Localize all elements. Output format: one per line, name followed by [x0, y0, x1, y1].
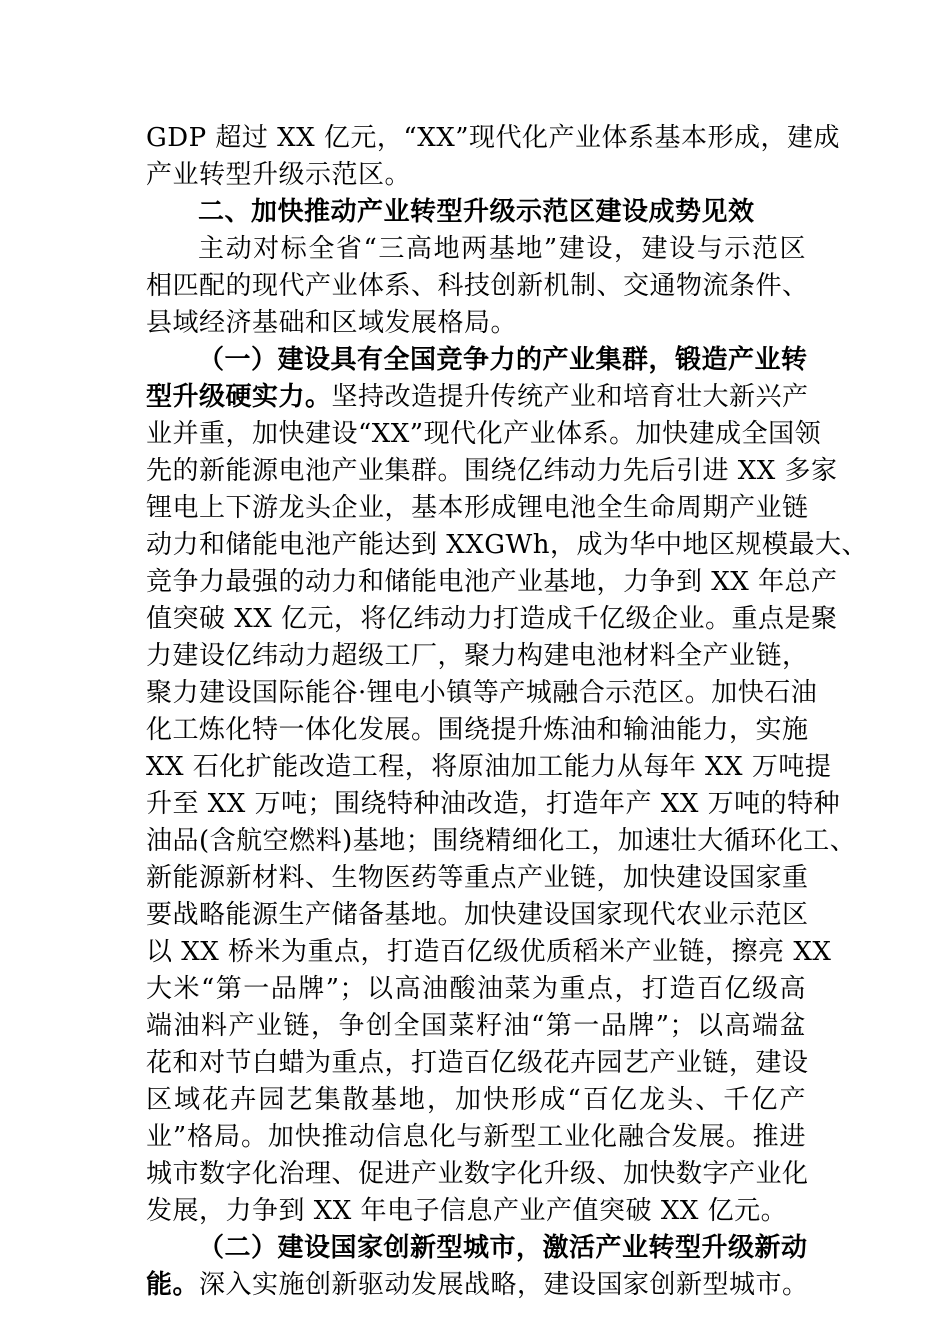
- subsection-heading: （二）建设国家创新型城市，激活产业转型升级新动: [198, 1233, 808, 1263]
- paragraph-line: 花和对节白蜡为重点，打造百亿级花卉园艺产业链，建设: [146, 1048, 809, 1078]
- paragraph-line: 大米“第一品牌”；以高油酸油菜为重点，打造百亿级高: [146, 974, 806, 1004]
- paragraph-line: 升至 XX 万吨；围绕特种油改造，打造年产 XX 万吨的特种: [146, 789, 841, 819]
- paragraph-text: 深入实施创新驱动发展战略，建设国家创新型城市。: [199, 1270, 809, 1300]
- paragraph-line: GDP 超过 XX 亿元，“XX”现代化产业体系基本形成，建成: [146, 123, 841, 153]
- paragraph-line: 动力和储能电池产能达到 XXGWh，成为华中地区规模最大、: [146, 530, 869, 560]
- paragraph-line: 新能源新材料、生物医药等重点产业链，加快建设国家重: [146, 863, 809, 893]
- subsection-heading-end: 型升级硬实力。: [146, 382, 332, 412]
- paragraph-line: 力建设亿纬动力超级工厂，聚力构建电池材料全产业链，: [146, 641, 809, 671]
- paragraph-line: [146, 379, 809, 415]
- paragraph-line: 产业转型升级示范区。: [146, 160, 412, 190]
- paragraph-line: 要战略能源生产储备基地。加快建设国家现代农业示范区: [146, 900, 809, 930]
- paragraph-line: 主动对标全省“三高地两基地”建设，建设与示范区: [198, 234, 806, 264]
- paragraph-line: 相匹配的现代产业体系、科技创新机制、交通物流条件、: [146, 271, 809, 301]
- paragraph-line: 聚力建设国际能谷·锂电小镇等产城融合示范区。加快石油: [146, 678, 818, 708]
- paragraph-line: 油品(含航空燃料)基地；围绕精细化工，加速壮大循环化工、: [146, 826, 857, 856]
- paragraph-line: 值突破 XX 亿元，将亿纬动力打造成千亿级企业。重点是聚: [146, 604, 838, 634]
- subsection-heading-end: 能。: [146, 1270, 200, 1300]
- paragraph-line: 锂电上下游龙头企业，基本形成锂电池全生命周期产业链: [146, 493, 809, 523]
- paragraph-line: 业”格局。加快推动信息化与新型工业化融合发展。推进: [146, 1122, 806, 1152]
- paragraph-line: [146, 1267, 809, 1303]
- paragraph-line: 化工炼化特一体化发展。围绕提升炼油和输油能力，实施: [146, 715, 809, 745]
- paragraph-line: 城市数字化治理、促进产业数字化升级、加快数字产业化: [146, 1159, 809, 1189]
- paragraph-line: XX 石化扩能改造工程，将原油加工能力从每年 XX 万吨提: [146, 752, 832, 782]
- paragraph-line: 区域花卉园艺集散基地，加快形成“百亿龙头、千亿产: [146, 1085, 806, 1115]
- section-heading: 二、加快推动产业转型升级示范区建设成势见效: [198, 197, 755, 227]
- paragraph-line: 县域经济基础和区域发展格局。: [146, 308, 518, 338]
- paragraph-text: 坚持改造提升传统产业和培育壮大新兴产: [331, 382, 809, 412]
- paragraph-line: 以 XX 桥米为重点，打造百亿级优质稻米产业链，擦亮 XX: [146, 937, 832, 967]
- paragraph-line: 端油料产业链，争创全国菜籽油“第一品牌”；以高端盆: [146, 1011, 806, 1041]
- paragraph-line: 业并重，加快建设“XX”现代化产业体系。加快建成全国领: [146, 419, 822, 449]
- subsection-heading: （一）建设具有全国竞争力的产业集群，锻造产业转: [198, 345, 808, 375]
- paragraph-line: 竞争力最强的动力和储能电池产业基地，力争到 XX 年总产: [146, 567, 838, 597]
- paragraph-line: 先的新能源电池产业集群。围绕亿纬动力先后引进 XX 多家: [146, 456, 838, 486]
- paragraph-line: 发展，力争到 XX 年电子信息产业产值突破 XX 亿元。: [146, 1196, 788, 1226]
